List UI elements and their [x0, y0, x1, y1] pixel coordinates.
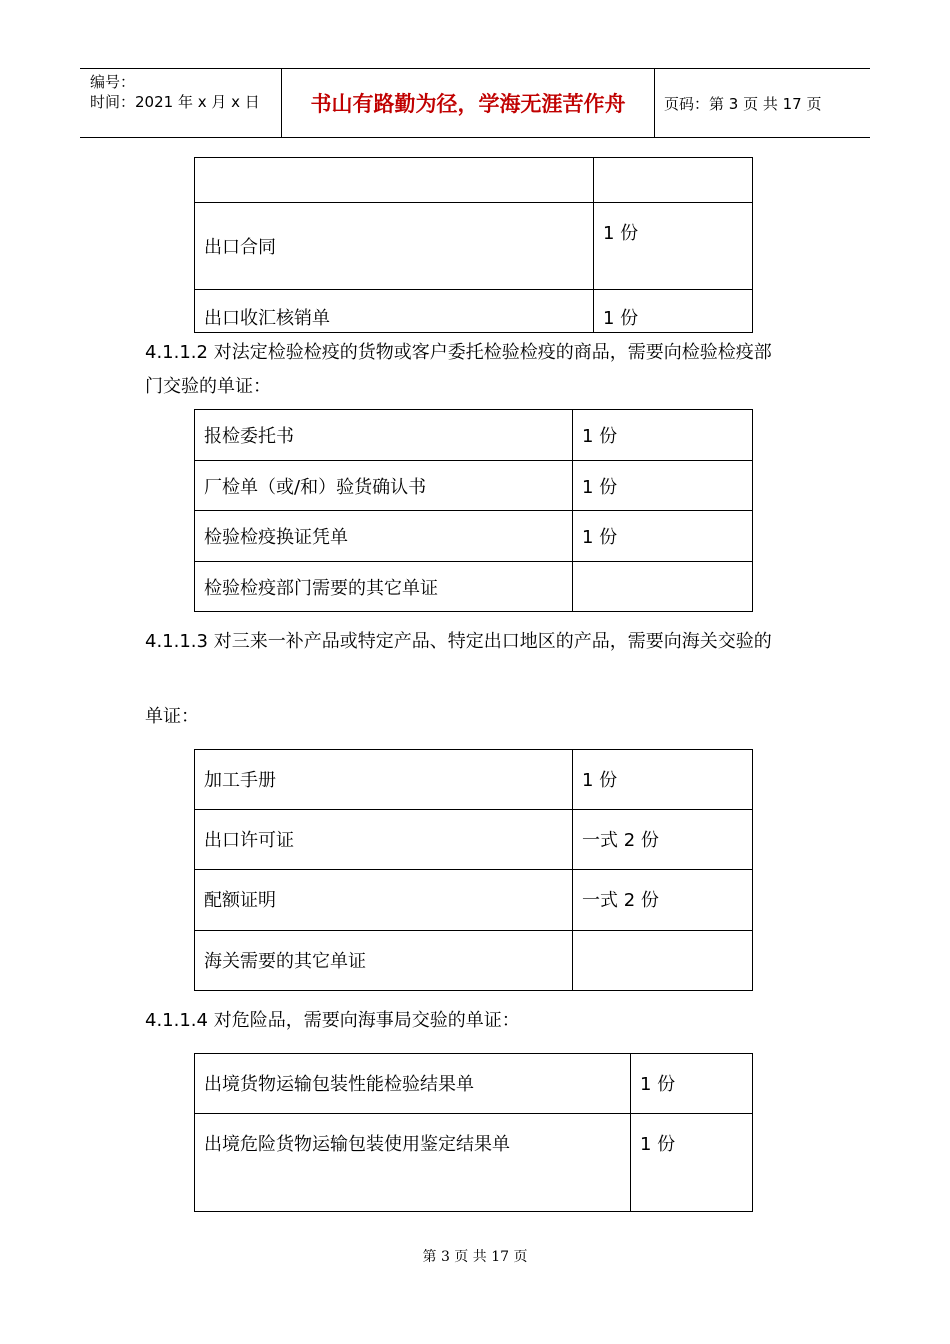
table-cell-name: 出境危险货物运输包装使用鉴定结果单 — [195, 1114, 631, 1212]
documents-table-export — [194, 157, 753, 333]
table-row — [195, 810, 753, 870]
table-cell-qty: 一式 2 份 — [573, 810, 753, 870]
paragraph-4-1-1-2: 4.1.1.2 对法定检验检疫的货物或客户委托检验检疫的商品，需要向检验检疫部 — [145, 342, 772, 363]
table-cell-qty: 1 份 — [573, 461, 753, 511]
table-cell-qty: 一式 2 份 — [573, 870, 753, 931]
table-cell-name: 海关需要的其它单证 — [195, 931, 573, 991]
header-motto: 书山有路勤为径，学海无涯苦作舟 — [310, 91, 626, 116]
table-row — [195, 931, 753, 991]
paragraph-4-1-1-4: 4.1.1.4 对危险品，需要向海事局交验的单证： — [145, 1010, 520, 1031]
documents-table-inspection — [194, 409, 753, 612]
table-cell-name: 出口收汇核销单 — [195, 290, 594, 333]
paragraph-4-1-1-3-cont: 单证： — [145, 706, 199, 727]
table-cell-qty: 1 份 — [594, 290, 753, 333]
table-cell-name: 配额证明 — [195, 870, 573, 931]
table-cell-name: 检验检疫换证凭单 — [195, 511, 573, 562]
table-cell-qty: 1 份 — [573, 410, 753, 461]
table-row — [195, 511, 753, 562]
documents-table-maritime — [194, 1053, 753, 1212]
table-row — [195, 158, 753, 203]
table-cell-qty: 1 份 — [573, 511, 753, 562]
number-label: 编号： — [90, 73, 136, 91]
paragraph-4-1-1-2-cont: 门交验的单证： — [145, 376, 271, 397]
table-cell-name: 出口合同 — [195, 203, 594, 290]
table-row — [195, 750, 753, 810]
table-row — [195, 1114, 753, 1212]
table-cell-qty — [594, 158, 753, 203]
table-cell-name — [195, 158, 594, 203]
table-cell-name: 出口许可证 — [195, 810, 573, 870]
table-cell-qty — [573, 931, 753, 991]
header-divider — [654, 69, 655, 137]
table-cell-qty: 1 份 — [573, 750, 753, 810]
table-cell-name: 报检委托书 — [195, 410, 573, 461]
page-footer: 第 3 页 共 17 页 — [422, 1249, 528, 1265]
paragraph-4-1-1-3: 4.1.1.3 对三来一补产品或特定产品、特定出口地区的产品，需要向海关交验的 — [145, 631, 772, 652]
table-cell-qty: 1 份 — [631, 1114, 753, 1212]
documents-table-customs — [194, 749, 753, 991]
header-meta — [80, 69, 280, 137]
table-cell-name: 出境货物运输包装性能检验结果单 — [195, 1054, 631, 1114]
table-cell-qty — [573, 562, 753, 612]
table-cell-name: 加工手册 — [195, 750, 573, 810]
table-row — [195, 461, 753, 511]
table-cell-qty: 1 份 — [594, 203, 753, 290]
table-row — [195, 290, 753, 333]
table-row — [195, 870, 753, 931]
table-cell-name: 检验检疫部门需要的其它单证 — [195, 562, 573, 612]
page-header — [80, 68, 870, 138]
table-cell-qty: 1 份 — [631, 1054, 753, 1114]
header-page-info: 页码：第 3 页 共 17 页 — [664, 95, 822, 113]
table-row — [195, 410, 753, 461]
table-row — [195, 1054, 753, 1114]
date-label: 时间：2021 年 x 月 x 日 — [90, 93, 260, 111]
table-row — [195, 562, 753, 612]
table-cell-name: 厂检单（或/和）验货确认书 — [195, 461, 573, 511]
table-row — [195, 203, 753, 290]
